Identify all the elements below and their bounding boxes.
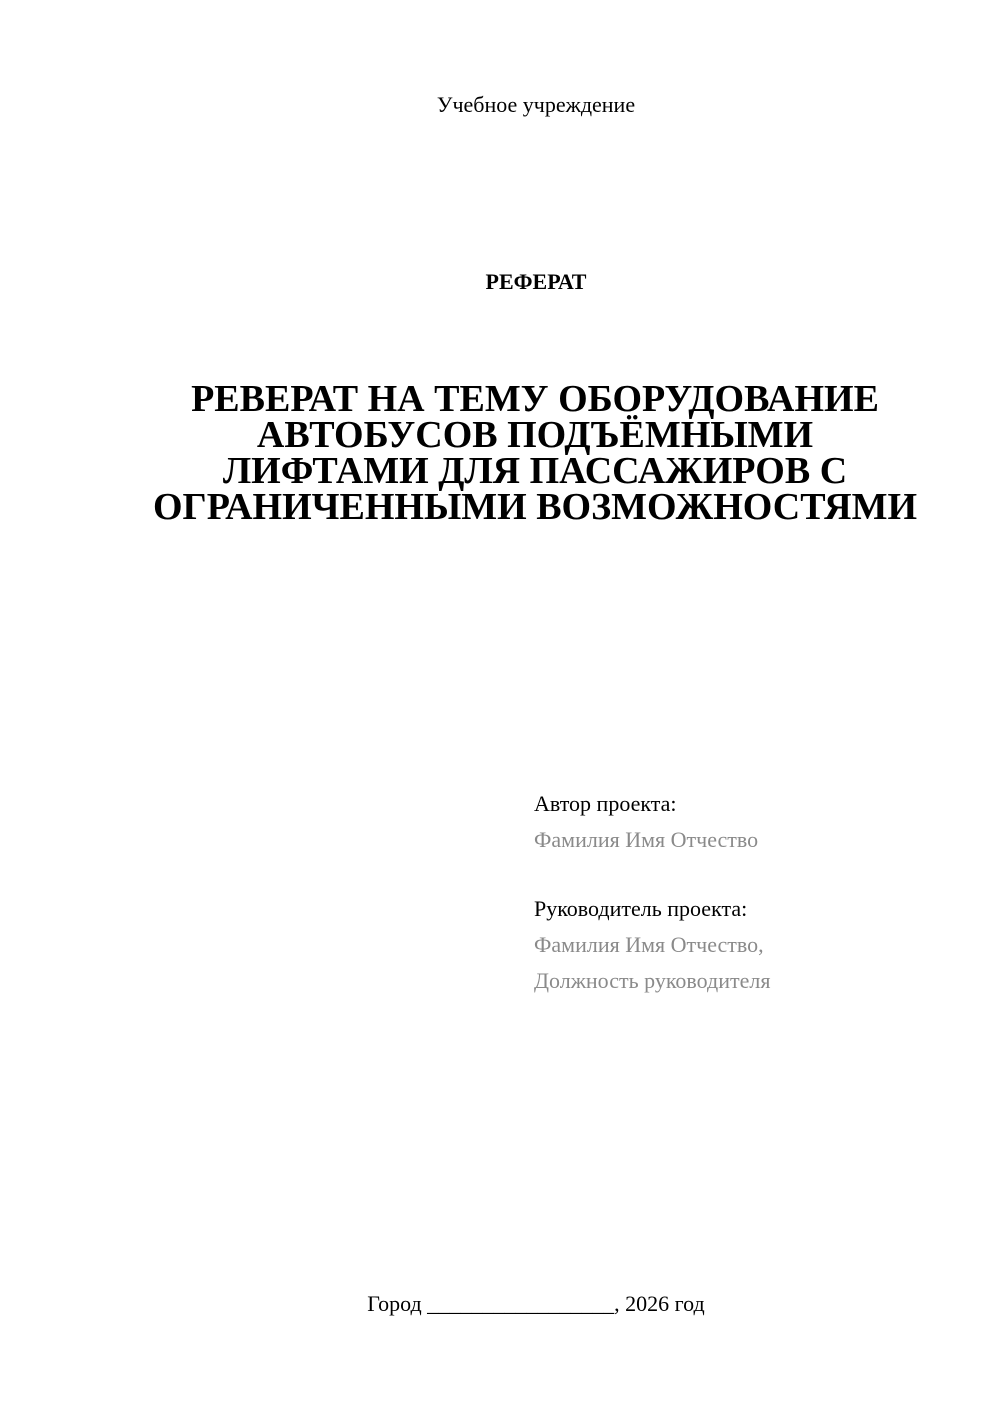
supervisor-label: Руководитель проекта: xyxy=(534,896,748,921)
document-type: РЕФЕРАТ xyxy=(485,269,587,294)
author-block xyxy=(534,786,974,858)
supervisor-position: Должность руководителя xyxy=(534,968,771,993)
institution-name: Учебное учреждение xyxy=(436,92,636,117)
document-title: РЕВЕРАТ НА ТЕМУ ОБОРУДОВАНИЕ АВТОБУСОВ ПОДЪЁМНЫМИ ЛИФТАМИ ДЛЯ ПАССАЖИРОВ С ОГРАНИЧЕННЫМИ ВОЗМОЖНОСТЯМИ xyxy=(152,378,918,528)
supervisor-block xyxy=(534,891,974,999)
author-label: Автор проекта: xyxy=(534,791,677,816)
city-year-line: Город _________________, 2026 год xyxy=(367,1291,705,1316)
author-name: Фамилия Имя Отчество xyxy=(534,827,759,852)
supervisor-name: Фамилия Имя Отчество, xyxy=(534,932,764,957)
